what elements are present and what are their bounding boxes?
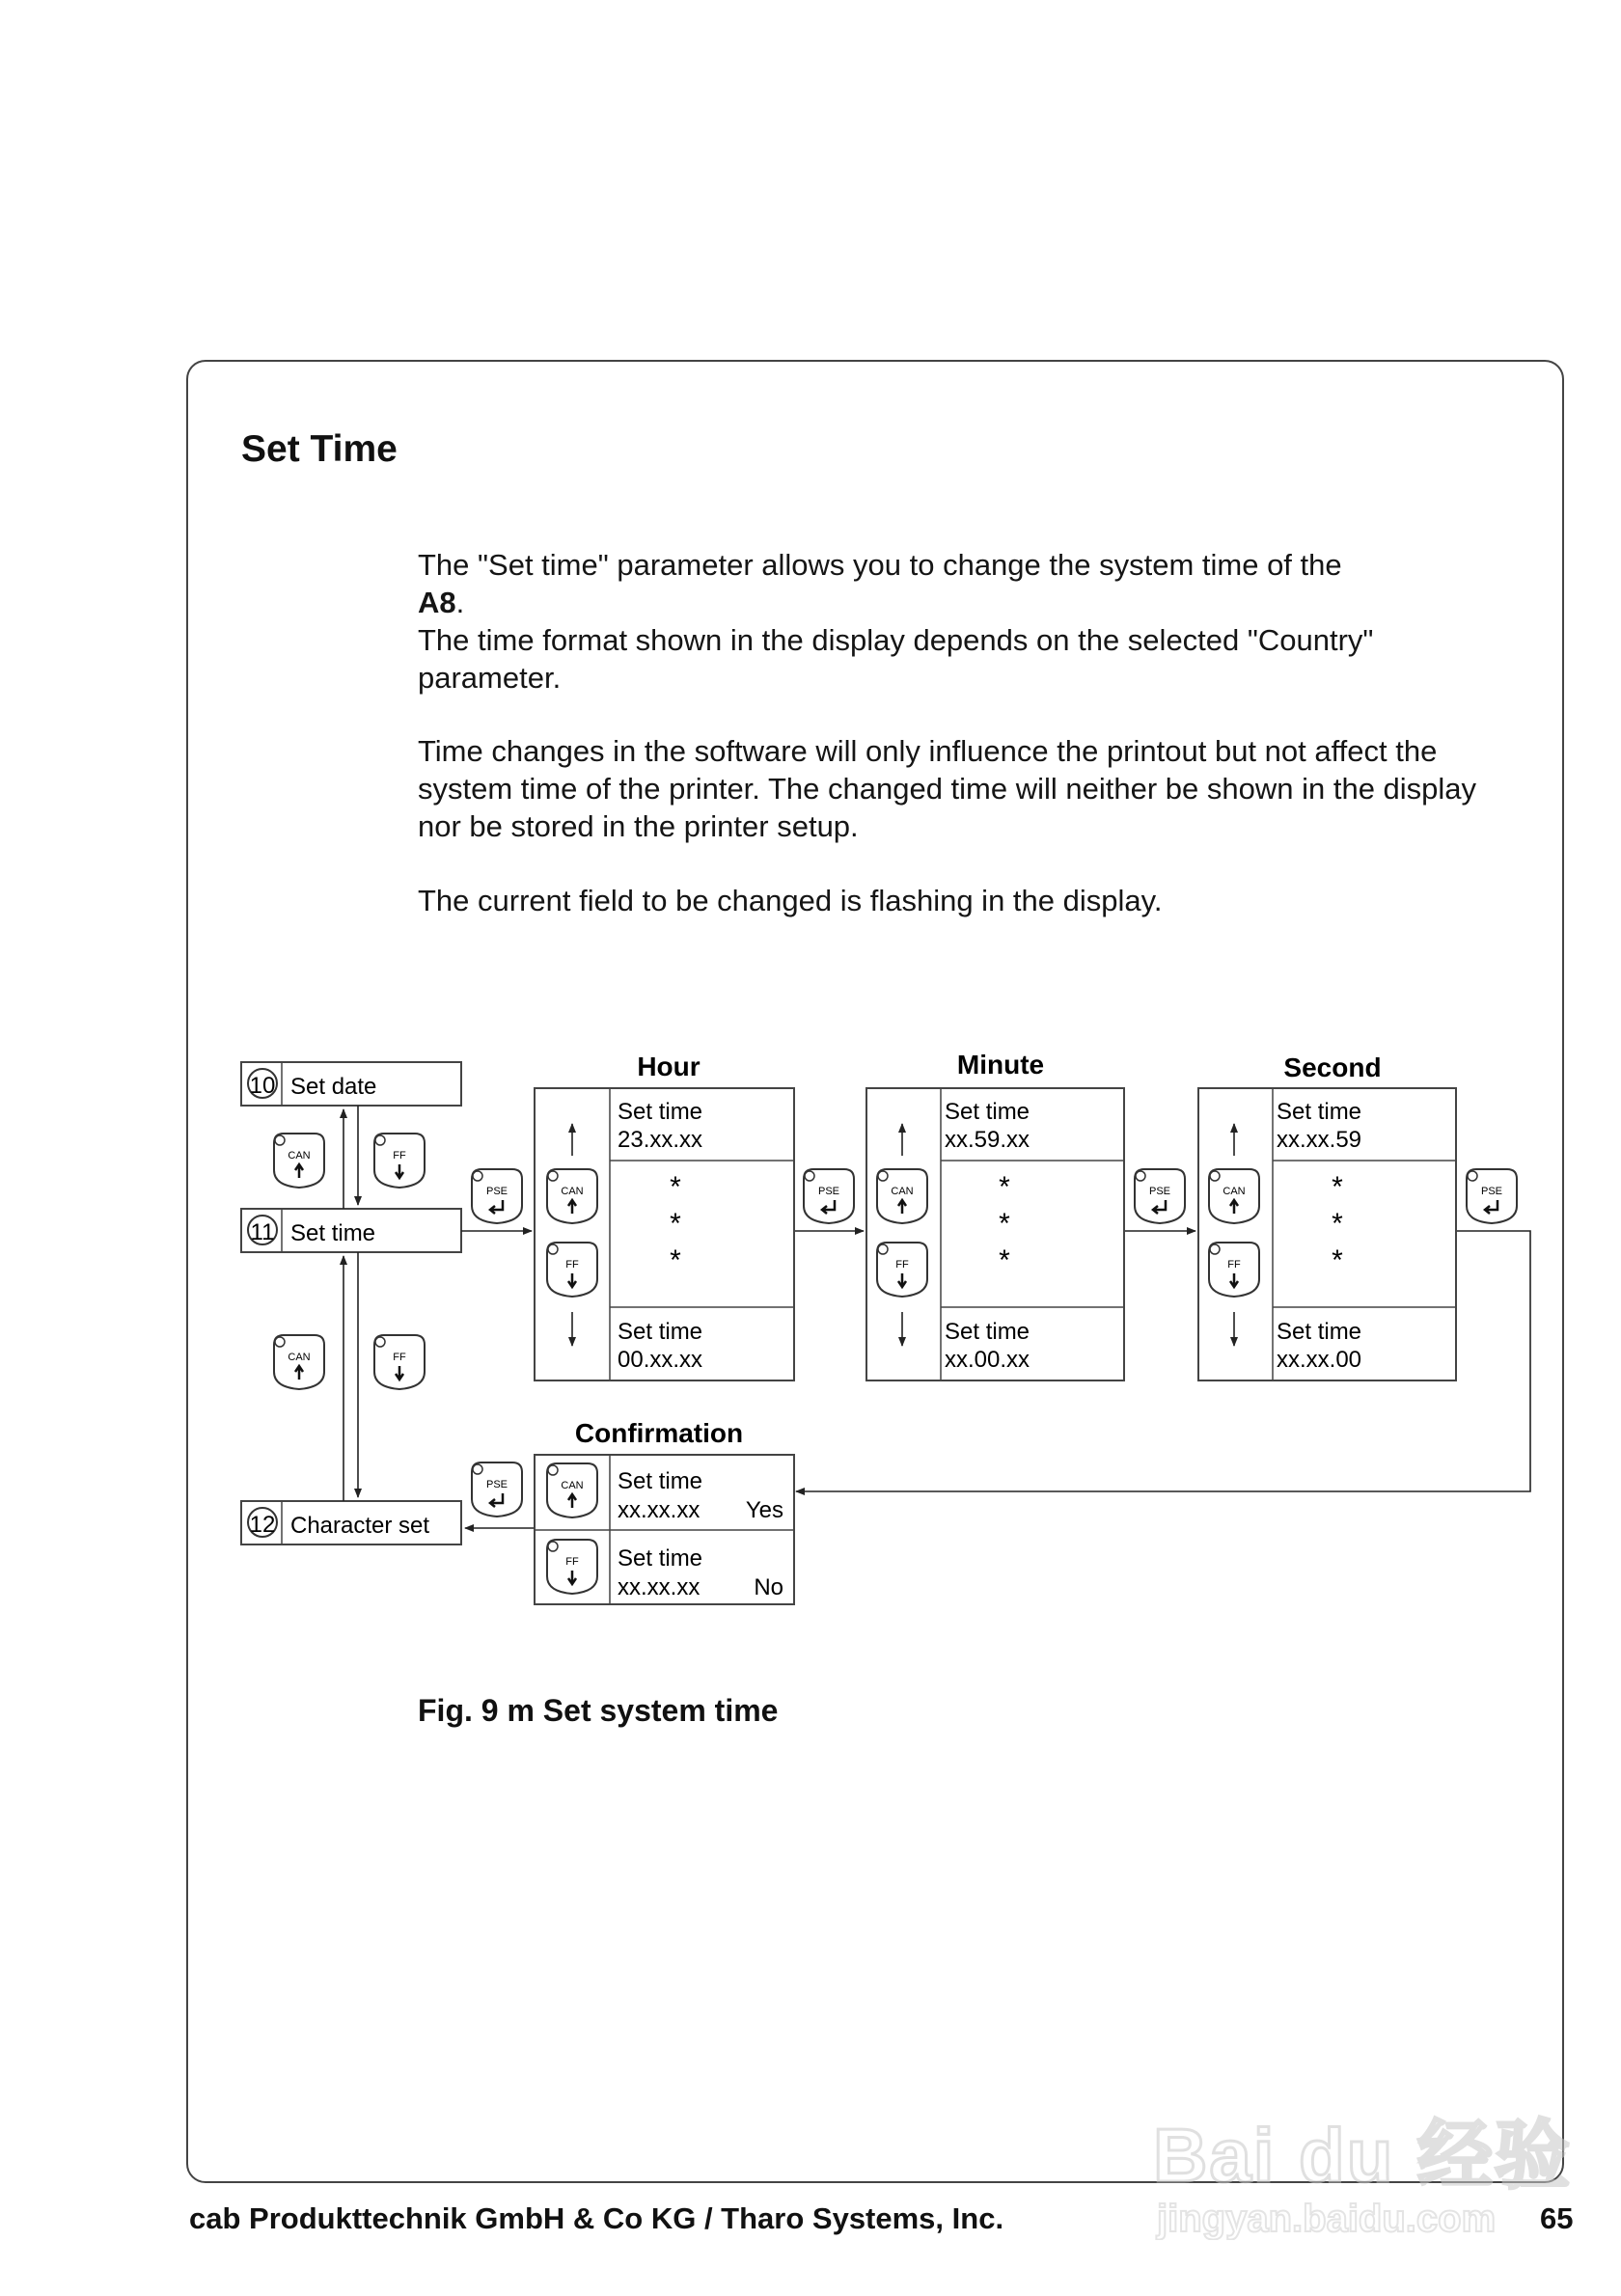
display-value: 23.xx.xx — [618, 1127, 703, 1153]
ff-key[interactable] — [374, 1335, 425, 1389]
pse-key[interactable] — [472, 1462, 522, 1517]
ff-key[interactable] — [374, 1134, 425, 1188]
menu-item-set-time — [241, 1209, 461, 1252]
key-label: PSE — [1480, 1186, 1503, 1197]
key-label: CAN — [1223, 1186, 1246, 1197]
star: * — [999, 1208, 1010, 1240]
key-label: PSE — [485, 1186, 508, 1197]
display-value: xx.59.xx — [945, 1127, 1030, 1153]
star: * — [670, 1208, 681, 1240]
ff-key[interactable] — [547, 1540, 597, 1594]
ff-key[interactable] — [877, 1243, 927, 1297]
menu-label: Character set — [290, 1513, 430, 1539]
display-line: Set time — [618, 1468, 703, 1494]
display-line: Set time — [1277, 1319, 1362, 1345]
key-label: FF — [1227, 1259, 1241, 1271]
display-value: xx.xx.59 — [1277, 1127, 1362, 1153]
star: * — [1332, 1244, 1343, 1276]
key-label: CAN — [561, 1186, 584, 1197]
key-label: PSE — [817, 1186, 840, 1197]
display-value: 00.xx.xx — [618, 1347, 703, 1373]
paragraph-3: The current field to be changed is flashing in the display. — [418, 884, 1163, 917]
paragraph-1-pre: The "Set time" parameter allows you to change the system time of the — [418, 548, 1342, 582]
key-label: PSE — [485, 1479, 508, 1490]
can-key[interactable] — [877, 1169, 927, 1223]
display-line: Set time — [618, 1319, 703, 1345]
key-label: CAN — [561, 1480, 584, 1491]
display-value: xx.xx.00 — [1277, 1347, 1362, 1373]
footer-publisher: cab Produkttechnik GmbH & Co KG / Tharo Systems, Inc. — [189, 2201, 1004, 2235]
key-label: FF — [565, 1259, 579, 1271]
figure-caption: Fig. 9 m Set system time — [418, 1693, 779, 1728]
menu-label: Set date — [290, 1074, 377, 1100]
section-heading: Second — [1283, 1052, 1382, 1082]
can-key[interactable] — [547, 1169, 597, 1223]
menu-item-set-date — [241, 1062, 461, 1106]
yes-label: Yes — [745, 1497, 783, 1523]
key-label: CAN — [891, 1186, 914, 1197]
key-label: FF — [393, 1352, 406, 1363]
can-key[interactable] — [1209, 1169, 1259, 1223]
paragraph-1-post: . The time format shown in the display depends on the selected "Country" parameter. — [418, 586, 1374, 695]
menu-number: 11 — [250, 1219, 275, 1245]
star: * — [670, 1244, 681, 1276]
watermark-brand: Bai du 经验 — [1153, 2113, 1573, 2198]
key-label: FF — [895, 1259, 909, 1271]
paragraph-2: Time changes in the software will only influence the printout but not affect the system time of the printer. The changed time will neither be shown in the display nor be stored in the printer setup. — [418, 734, 1477, 843]
menu-navigation-arrows — [343, 1106, 358, 1501]
ff-key[interactable] — [547, 1243, 597, 1297]
display-line: Set time — [945, 1099, 1030, 1125]
star: * — [1332, 1208, 1343, 1240]
can-key[interactable] — [547, 1463, 597, 1517]
display-value: xx.xx.xx — [618, 1574, 701, 1600]
star: * — [999, 1244, 1010, 1276]
menu-label: Set time — [290, 1220, 376, 1246]
display-line: Set time — [618, 1099, 703, 1125]
section-heading: Hour — [637, 1052, 701, 1081]
menu-number: 12 — [249, 1512, 276, 1538]
menu-item-character-set — [241, 1501, 461, 1544]
no-label: No — [754, 1574, 783, 1600]
section-heading: Minute — [956, 1050, 1045, 1080]
star: * — [1332, 1171, 1343, 1203]
key-label: PSE — [1148, 1186, 1171, 1197]
menu-number: 10 — [249, 1073, 276, 1099]
display-line: Set time — [945, 1319, 1030, 1345]
pse-key[interactable] — [472, 1169, 522, 1223]
can-key[interactable] — [274, 1134, 324, 1188]
page-number: 65 — [1540, 2201, 1574, 2235]
pse-key[interactable] — [1467, 1169, 1517, 1223]
display-value: xx.xx.xx — [618, 1497, 701, 1523]
watermark-url: jingyan.baidu.com — [1157, 2198, 1497, 2240]
display-value: xx.00.xx — [945, 1347, 1030, 1373]
can-key[interactable] — [274, 1335, 324, 1389]
display-line: Set time — [618, 1545, 703, 1572]
key-label: FF — [393, 1150, 406, 1162]
star: * — [670, 1171, 681, 1203]
pse-key[interactable] — [804, 1169, 854, 1223]
pse-key[interactable] — [1135, 1169, 1185, 1223]
section-heading: Confirmation — [574, 1418, 744, 1448]
page-title: Set Time — [241, 428, 398, 470]
key-label: FF — [565, 1556, 579, 1568]
paragraph-1-bold: A8 — [418, 586, 456, 619]
display-line: Set time — [1277, 1099, 1362, 1125]
star: * — [999, 1171, 1010, 1203]
key-label: CAN — [288, 1352, 311, 1363]
ff-key[interactable] — [1209, 1243, 1259, 1297]
key-label: CAN — [288, 1150, 311, 1162]
